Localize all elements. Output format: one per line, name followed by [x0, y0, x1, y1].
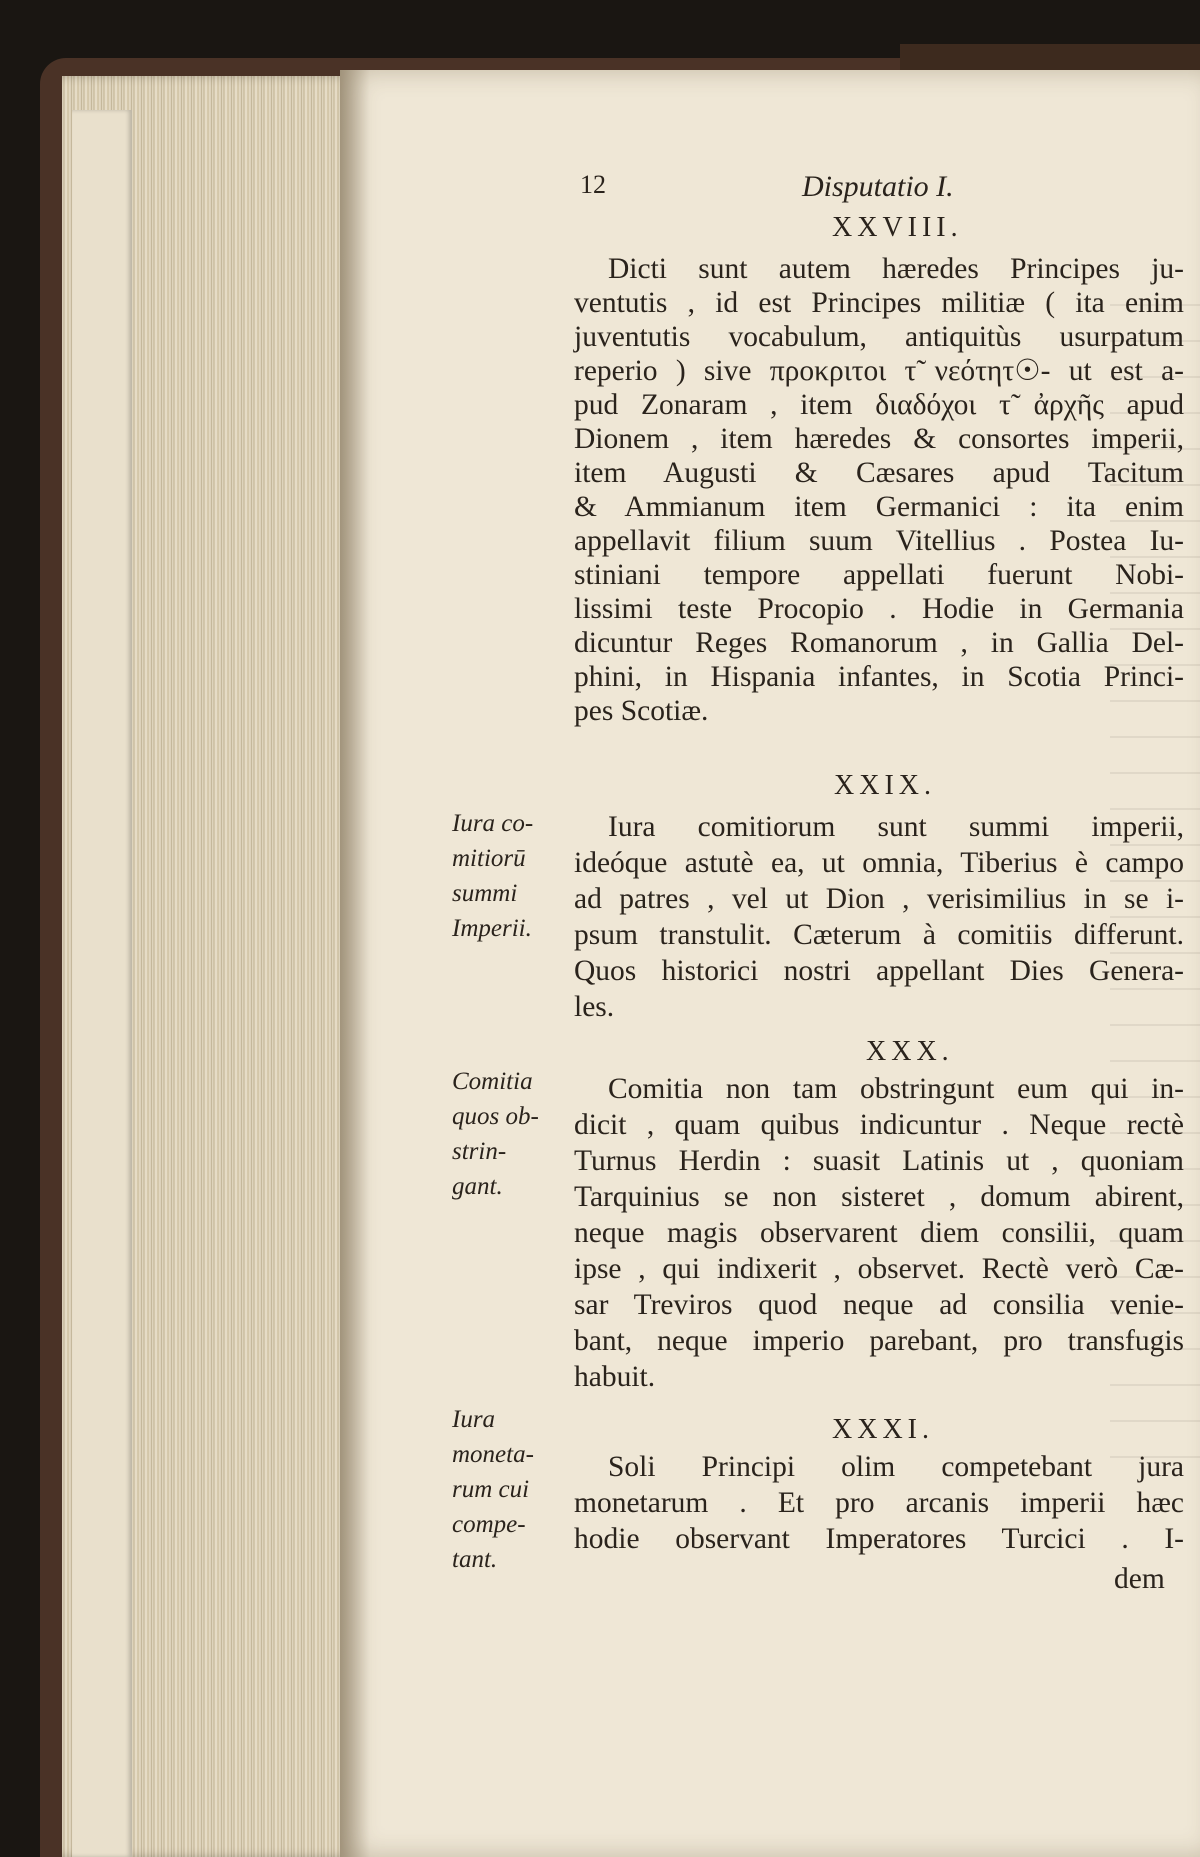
text-line: pud Zonaram , item διαδόχοι τ̃ ἀρχῆς apud: [574, 389, 1184, 421]
text-line: ideóque astutè ea, ut omnia, Tiberius è campo: [574, 847, 1184, 879]
section-heading: XXVIII.: [832, 212, 963, 243]
text-line: Dicti sunt autem hæredes Principes ju-: [608, 253, 1184, 285]
text-line: item Augusti & Cæsares apud Tacitum: [574, 457, 1184, 489]
gutter-shadow: [340, 70, 370, 1857]
text-line: & Ammianum item Germanici : ita enim: [574, 491, 1184, 523]
flyleaf: [72, 110, 132, 1857]
text-line: Iura comitiorum sunt summi imperii,: [608, 811, 1184, 843]
text-line: Tarquinius se non sisteret , domum abirent,: [574, 1181, 1184, 1213]
text-line: dicuntur Reges Romanorum , in Gallia Del-: [574, 627, 1184, 659]
text-line: reperio ) sive προκριτοι τ̃ νεότητ☉- ut est a-: [574, 355, 1184, 387]
text-line: dicit , quam quibus indicuntur . Neque rectè: [574, 1109, 1184, 1141]
text-line: hodie observant Imperatores Turcici . I-: [574, 1523, 1184, 1555]
text-line: psum transtulit. Cæterum à comitiis differunt.: [574, 919, 1184, 951]
text-line: monetarum . Et pro arcanis imperii hæc: [574, 1487, 1184, 1519]
section-heading: XXX.: [866, 1036, 954, 1067]
text-line: appellavit filium suum Vitellius . Postea Iu-: [574, 525, 1184, 557]
text-line: Comitia non tam obstringunt eum qui in-: [608, 1073, 1184, 1105]
margin-note-iura-monetarum: Iura moneta- rum cui compe- tant.: [452, 1406, 534, 1573]
running-head: [580, 170, 1170, 210]
running-title: Disputatio I.: [802, 170, 954, 203]
text-line: Dionem , item hæredes & consortes imperii,: [574, 423, 1184, 455]
text-line: Soli Principi olim competebant jura: [608, 1451, 1184, 1483]
text-line: Quos historici nostri appellant Dies Genera-: [574, 955, 1184, 987]
catchword: dem: [1114, 1563, 1165, 1595]
text-line: neque magis observarent diem consilii, quam: [574, 1217, 1184, 1249]
text-line: ipse , qui indixerit , observet. Rectè verò Cæ-: [574, 1253, 1184, 1285]
text-line: stiniani tempore appellati fuerunt Nobi-: [574, 559, 1184, 591]
page-number: 12: [580, 170, 606, 199]
margin-note-comitia: Comitia quos ob- strin- gant.: [452, 1068, 539, 1200]
text-line: Turnus Herdin : suasit Latinis ut , quoniam: [574, 1145, 1184, 1177]
text-line: habuit.: [574, 1361, 656, 1393]
text-line: juventutis vocabulum, antiquitùs usurpatum: [574, 321, 1184, 353]
section-heading: XXXI.: [832, 1414, 934, 1445]
text-line: sar Treviros quod neque ad consilia venie-: [574, 1289, 1184, 1321]
text-line: lissimi teste Procopio . Hodie in Germania: [574, 593, 1184, 625]
text-line: ventutis , id est Principes militiæ ( ita enim: [574, 287, 1184, 319]
text-line: pes Scotiæ.: [574, 695, 709, 727]
text-line: bant, neque imperio parebant, pro transfugis: [574, 1325, 1184, 1357]
margin-note-iura-comitiorum: Iura co- mitiorū summi Imperii.: [452, 810, 534, 942]
text-line: phini, in Hispania infantes, in Scotia Princi-: [574, 661, 1184, 693]
section-heading: XXIX.: [834, 770, 936, 801]
text-line: ad patres , vel ut Dion , verisimilius in se i-: [574, 883, 1184, 915]
text-line: les.: [574, 991, 615, 1023]
